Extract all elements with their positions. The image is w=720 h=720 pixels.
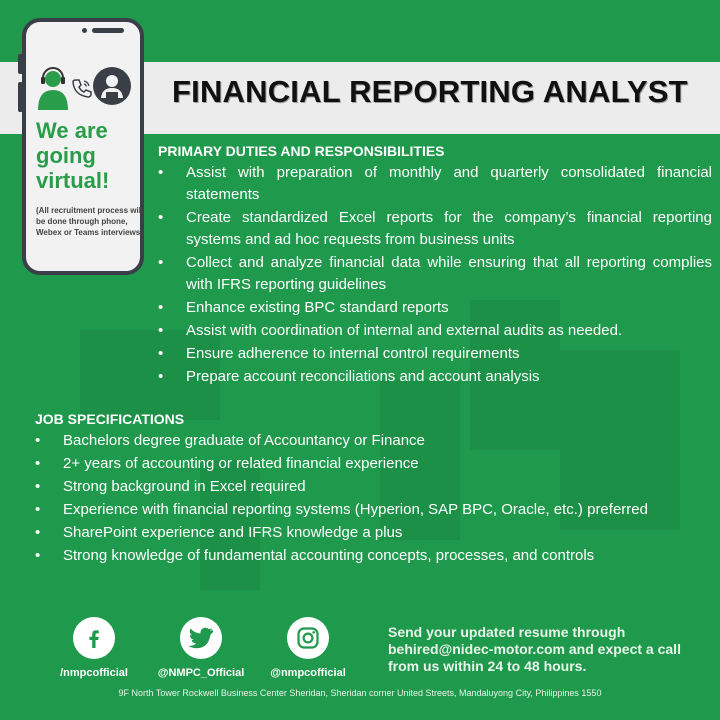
duties-heading: PRIMARY DUTIES AND RESPONSIBILITIES bbox=[158, 143, 445, 159]
duty-text: Enhance existing BPC standard reports bbox=[186, 299, 449, 316]
duty-text: Collect and analyze financial data while ensuring that all reporting complies with IFRS reporting guidelines bbox=[186, 254, 712, 293]
spec-text: SharePoint experience and IFRS knowledge a plus bbox=[63, 524, 403, 541]
virtual-headline-line: going bbox=[36, 143, 96, 168]
bullet: • bbox=[158, 322, 164, 339]
duty-text: Assist with coordination of internal and external audits as needed. bbox=[186, 322, 623, 339]
bullet: • bbox=[158, 368, 164, 385]
list-item bbox=[35, 453, 713, 475]
social-handle[interactable]: @nmpcofficial bbox=[270, 667, 346, 679]
specs-list bbox=[35, 430, 713, 568]
social-twitter[interactable] bbox=[151, 617, 251, 679]
phone-illustration bbox=[22, 18, 144, 275]
bullet: • bbox=[35, 455, 41, 472]
bullet: • bbox=[35, 478, 41, 495]
list-item bbox=[158, 343, 712, 365]
phone-camera-dot bbox=[82, 28, 87, 33]
person-laptop-icon bbox=[92, 66, 132, 106]
call-to-action: Send your updated resume through behired@nidec-motor.com and expect a call from us within 24 to 48 hours. bbox=[388, 624, 681, 674]
bullet: • bbox=[158, 164, 164, 181]
spec-text: 2+ years of accounting or related financial experience bbox=[63, 455, 419, 472]
virtual-headline-line: virtual! bbox=[36, 168, 110, 193]
duty-text: Create standardized Excel reports for the company’s financial reporting systems and ad hoc requests from business units bbox=[186, 209, 712, 248]
list-item bbox=[158, 297, 712, 319]
address: 9F North Tower Rockwell Business Center Sheridan, Sheridan corner United Streets, Mandaluyong City, Philippines 1550 bbox=[118, 688, 602, 698]
recruitment-note: (All recruitment process will be done through phone, Webex or Teams interviews) bbox=[36, 206, 144, 237]
spec-text: Strong knowledge of fundamental accounting concepts, processes, and controls bbox=[63, 547, 595, 564]
list-item bbox=[158, 366, 712, 388]
social-facebook[interactable] bbox=[44, 617, 144, 679]
spec-text: Bachelors degree graduate of Accountancy or Finance bbox=[63, 432, 425, 449]
social-handle[interactable]: /nmpcofficial bbox=[60, 667, 128, 679]
duties-list bbox=[158, 162, 712, 389]
person-headset-icon bbox=[36, 66, 70, 112]
spec-text: Experience with financial reporting systems (Hyperion, SAP BPC, Oracle, etc.) preferred bbox=[63, 501, 648, 518]
list-item bbox=[35, 545, 713, 567]
phone-speaker bbox=[92, 28, 124, 33]
list-item bbox=[158, 320, 712, 342]
page-title: FINANCIAL REPORTING ANALYST bbox=[172, 74, 688, 109]
list-item bbox=[158, 252, 712, 296]
duty-text: Assist with preparation of monthly and quarterly consolidated financial statements bbox=[186, 164, 712, 203]
bullet: • bbox=[158, 254, 164, 271]
twitter-icon[interactable] bbox=[180, 617, 222, 659]
list-item bbox=[158, 207, 712, 251]
duty-text: Prepare account reconciliations and account analysis bbox=[186, 368, 540, 385]
phone-icon bbox=[72, 78, 92, 98]
virtual-headline-line: We are bbox=[36, 118, 108, 143]
bullet: • bbox=[158, 209, 164, 226]
social-instagram[interactable] bbox=[258, 617, 358, 679]
specs-heading: JOB SPECIFICATIONS bbox=[35, 411, 185, 427]
facebook-icon[interactable] bbox=[73, 617, 115, 659]
bullet: • bbox=[35, 547, 41, 564]
bullet: • bbox=[158, 299, 164, 316]
bullet: • bbox=[35, 501, 41, 518]
list-item bbox=[35, 476, 713, 498]
duty-text: Ensure adherence to internal control requirements bbox=[186, 345, 520, 362]
bullet: • bbox=[35, 432, 41, 449]
bullet: • bbox=[35, 524, 41, 541]
list-item bbox=[35, 499, 713, 521]
virtual-headline bbox=[36, 118, 144, 193]
list-item bbox=[35, 522, 713, 544]
bullet: • bbox=[158, 345, 164, 362]
list-item bbox=[35, 430, 713, 452]
phone-side-button bbox=[18, 82, 23, 112]
phone-side-button bbox=[18, 54, 23, 74]
list-item bbox=[158, 162, 712, 206]
instagram-icon[interactable] bbox=[287, 617, 329, 659]
spec-text: Strong background in Excel required bbox=[63, 478, 306, 495]
social-handle[interactable]: @NMPC_Official bbox=[157, 667, 245, 679]
